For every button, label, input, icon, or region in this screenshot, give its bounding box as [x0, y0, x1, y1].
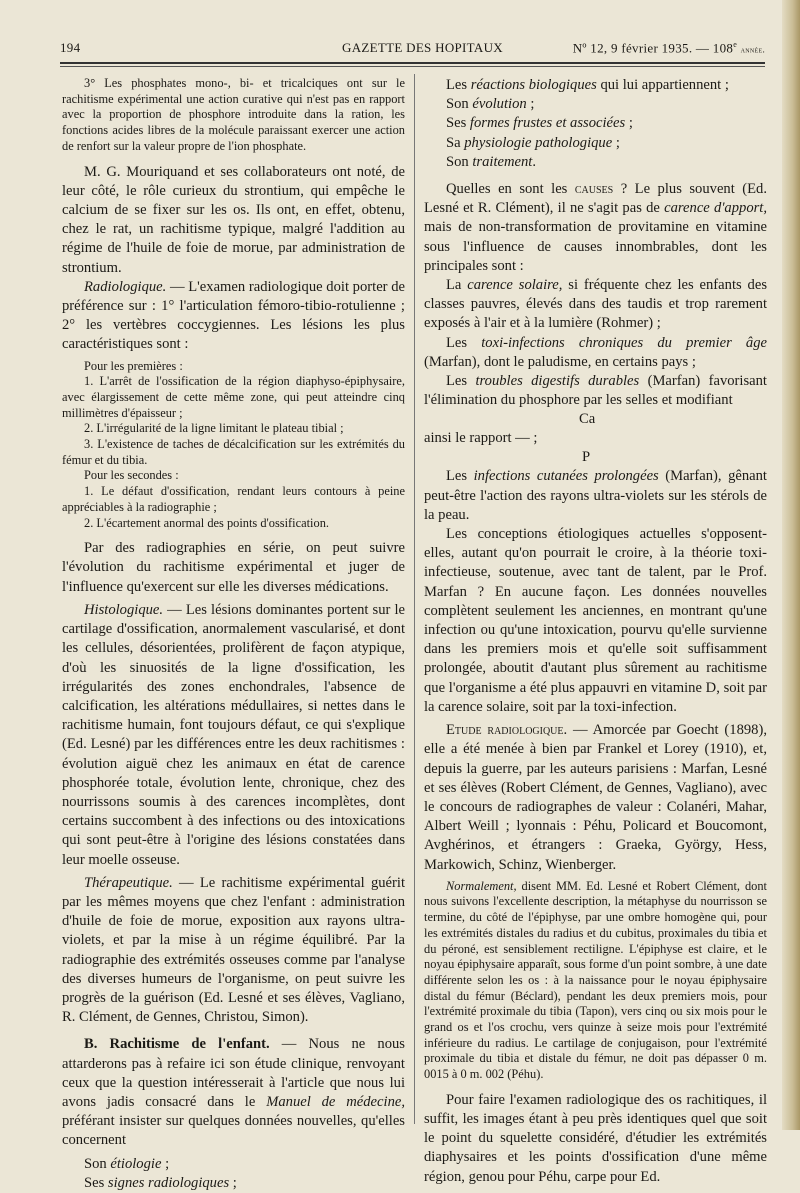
list-suffix: ; — [625, 115, 633, 132]
list-suffix: . — [532, 153, 537, 170]
section-heading-radiologique: Radiologique. — [84, 278, 167, 295]
emphasis: carence solaire, — [467, 277, 563, 294]
paragraph — [424, 180, 767, 276]
paragraph: 1. L'arrêt de l'ossification de la région diaphyso-épiphysaire, avec élargissement de cette même zone, qui peut atteindre cinq millimètres d'épaisseur ; — [62, 374, 405, 420]
ratio-label: ainsi le rapport — ; — [424, 430, 538, 447]
ratio-denominator: P — [582, 449, 591, 466]
page-number: 194 — [60, 40, 81, 55]
page-header — [60, 40, 765, 60]
section-heading-histologique: Histologique. — [84, 601, 164, 618]
list-prefix: Ses — [446, 115, 470, 132]
paragraph — [62, 278, 405, 355]
section-heading-etude-radiologique: Etude radiologique. — [446, 722, 568, 739]
paragraph-text: ? Le plus souvent (Ed. Lesné et R. Clément), il ne s'agit pas de — [424, 181, 767, 217]
issue-year-label: année. — [740, 44, 765, 55]
page-edge-shadow — [782, 0, 800, 1130]
paragraph-text: préférant insister sur quelques données nouvelles, qu'elles concernent — [62, 1113, 405, 1149]
paragraph: M. G. Mouriquand et ses collaborateurs ont noté, de leur côté, le rôle curieux du strontium, qui empêche le calcium de se fixer sur les os. Ils ont, en effet, obtenu, chez le rat, un rachitisme typique, malgré l'addition au régime de l'huile de foie de morue, par administration de strontium. — [62, 163, 405, 276]
book-title: Manuel de médecine, — [266, 1093, 405, 1110]
emphasis: Normalement, — [446, 878, 517, 893]
right-column — [424, 76, 767, 1187]
issue-sup: e — [733, 40, 738, 49]
list-term: traitement — [472, 153, 533, 170]
emphasis: troubles digestifs durables — [475, 373, 640, 390]
paragraph-text: Les — [446, 468, 474, 485]
paragraph — [424, 467, 767, 525]
paragraph: Les conceptions étiologiques actuelles s'opposent-elles, autant qu'on pourrait le croire, à la théorie toxi-infectieuse, soutenue, avec tant de talent, par le Prof. Marfan ? En aucune façon. Les données nouvelles complètent seulement les anciennes, en montrant qu'une infection ou qu'une intoxication, pourvu qu'elle survienne dans les premiers mois et qu'elle soit suffisamment prolongée, aboutit d'autant plus sûrement au rachitisme que l'organisme a été plus appauvri en vitamine D, soit par la carence solaire, soit par la toxi-infection. — [424, 526, 767, 715]
list-suffix: qui lui appartiennent ; — [596, 77, 729, 93]
paragraph: Pour les premières : — [84, 358, 183, 373]
paragraph-text: (Marfan), dont le paludisme, en certains pays ; — [424, 353, 696, 370]
paragraph-text: — Le rachitisme expérimental guérit par les mêmes moyens que chez l'enfant : administration d'huile de foie de morue, exposition aux rayons ultra-violets, et par la mise à un régime équilibré. Par la radiographie des extrémités osseuses comme par l'analyse des diverses humeurs de l'organisme, on peut suivre les progrès de la guérison (Ed. Lesné et ses élèves, Vagliano, R. Clément, de Gennes, Christou, Simon). — [62, 874, 405, 1026]
paragraph: Pour les secondes : — [84, 468, 179, 483]
paragraph — [424, 372, 767, 410]
paragraph-text: disent MM. Ed. Lesné et Robert Clément, dont nous suivons l'excellente description, la métaphyse du nourrisson se termine, du côté de l'épiphyse, par une ombre homogène qui, pour les extrémités distales du radius et du cubitus, proximales du tibia et du péroné, est sensiblement rectiligne. L'épiphyse est claire, et le noyau épiphysaire apparaît, sous forme d'un point sombre, à une date différente selon les os : à la naissance pour le noyau épiphysaire distal du fémur (Béclard), pendant les deux premiers mois, pour l'extrémité proximale du tibia (Tapon), vers cinq ou six mois pour le grand os et l'os crochu, vers quinze à seize mois pour l'extrémité inférieure du radius. Le cartilage de conjugaison, pour l'extrémité proximale du tibia et distale du fémur, ne doit pas dépasser 0 m. 0015 à 0 m. 002 (Péhu). — [424, 878, 767, 1082]
paragraph-text: Quelles en sont les — [446, 181, 575, 198]
left-column — [62, 76, 405, 1193]
issue-info — [573, 40, 765, 56]
ratio-numerator: Ca — [579, 411, 596, 428]
paragraph-text: (Marfan), gênant peut-être l'action des rayons ultra-violets sur les stérols de la peau. — [424, 468, 767, 523]
paragraph — [424, 879, 767, 1083]
list-prefix: Les — [446, 77, 471, 93]
list-suffix: ; — [526, 96, 535, 113]
header-rule — [60, 62, 765, 64]
list-item — [62, 1155, 405, 1174]
paragraph: 2. L'irrégularité de la ligne limitant le plateau tibial ; — [84, 421, 344, 436]
paragraph-text: — L'examen radiologique doit porter de préférence sur : 1° l'articulation fémoro-tibio-rotulienne ; 2° les vertèbres coccygiennes. Les lésions les plus caractéristiques sont : — [62, 278, 405, 353]
section-heading-therapeutique: Thérapeutique. — [84, 874, 173, 891]
paragraph — [62, 874, 405, 1028]
list-term: physiologie pathologique — [464, 134, 613, 151]
list-term: formes frustes et associées — [469, 115, 626, 132]
list-prefix: Son — [446, 153, 473, 170]
issue-date: Nº 12, 9 février 1935. — 108 — [572, 40, 734, 56]
paragraph-text: — Amorcée par Goecht (1898), elle a été menée à bien par Frankel et Lorey (1910), et, depuis la guerre, par les auteurs parisiens : Marfan, Lesné et ses élèves (Robert Clément, de Gennes, Vagliano), avec le concours de radiographes de valeur : Colanéri, Mahar, Albert Weill ; lyonnais : Péhu, Policard et Boucomont, Avghérinos, et étrangers : Graeka, György, Hess, Markowich, Schinz, Wienberger. — [424, 722, 767, 873]
paragraph-text: Les — [446, 373, 476, 390]
list-prefix: Sa — [446, 134, 465, 151]
paragraph-text: si fréquente chez les enfants des classes pauvres, élevés dans des taudis et trop rarement exposés à l'air et à la lumière (Rohmer) ; — [424, 277, 767, 332]
list-suffix: ; — [612, 134, 620, 151]
list-term: évolution — [472, 96, 527, 113]
paragraph: Pour faire l'examen radiologique des os rachitiques, il suffit, les images étant à peu près identiques quel que soit le point du squelette considéré, d'étudier les extrémités diaphysaires et les points d'ossification d'une même région, genou pour Péhu, carpe pour Ed. — [424, 1091, 767, 1185]
ratio-formula — [424, 410, 767, 467]
section-heading-rachitisme-enfant: B. Rachitisme de l'enfant. — [84, 1036, 270, 1053]
column-divider — [414, 74, 415, 1124]
list-prefix: Son — [84, 1155, 111, 1172]
paragraph — [424, 334, 767, 372]
list-item — [424, 153, 767, 172]
keyword-causes: causes — [574, 181, 614, 198]
paragraph-text: Les — [446, 334, 482, 351]
paragraph-text: (Marfan) favorisant l'élimination du phosphore par les selles et modifiant — [424, 373, 767, 409]
list-suffix: ; — [161, 1155, 170, 1172]
paragraph: 2. L'écartement anormal des points d'ossification. — [84, 515, 329, 530]
list-item — [424, 134, 767, 153]
list-prefix: Ses — [84, 1174, 108, 1191]
list-term: étiologie — [110, 1155, 162, 1172]
paragraph — [62, 1035, 405, 1150]
paragraph: 3° Les phosphates mono-, bi- et tricalciques ont sur le rachitisme expérimental une action curative qui n'est pas en rapport avec la proportion de phosphore introduite dans la ration, les fonctions acides libres de la molécule paraissant exercer une action de renfort sur la valeur propre de l'ion phosphate. — [62, 76, 405, 153]
paragraph — [424, 721, 767, 875]
journal-title: GAZETTE DES HOPITAUX — [342, 40, 503, 55]
paragraph-text: — Les lésions dominantes portent sur le cartilage d'ossification, anormalement vascularisé, et dont les cellules, désorientées, prolifèrent de façon atypique, d'où les sinuosités de la ligne d'ossification, les irrégularités des zones enchondrales, l'absence de calcification, les altérations médullaires, si nettes dans le rachitisme humain, font toujours défaut, ce qui s'explique (Ed. Lesné) par les différences entre les deux rachitismes : évolution aiguë chez les animaux en état de carence phosphorée totale, évolution lente, chronique, chez des nourrissons soumis à des carences incomplètes, dont certains succombent à des infections ou des intoxications qui sont peut-être à l'origine des lésions constatées dans leur moelle osseuse. — [62, 601, 405, 868]
paragraph: 3. L'existence de taches de décalcification sur les extrémités du fémur et du tibia. — [62, 437, 405, 467]
list-item — [424, 95, 767, 114]
list-item — [424, 114, 767, 133]
list-item — [62, 1174, 405, 1193]
emphasis: carence d'apport, — [664, 200, 768, 217]
list-suffix: ; — [229, 1174, 237, 1191]
header-rule-thin — [60, 66, 765, 67]
paragraph — [62, 601, 405, 870]
emphasis: toxi-infections chroniques du premier âge — [481, 334, 767, 351]
list-term: signes radiologiques — [107, 1174, 230, 1191]
paragraph: Par des radiographies en série, on peut suivre l'évolution du rachitisme expérimental et juger de l'influence qu'exercent sur elle les diverses médications. — [62, 540, 405, 595]
paragraph: 1. Le défaut d'ossification, rendant leurs contours à peine appréciables à la radiographie ; — [62, 484, 405, 514]
list-item — [424, 76, 767, 95]
list-prefix: Son — [446, 96, 473, 113]
paragraph-text: mais de non-transformation de provitamine en vitamine sous l'influence de causes innombrables, dont les principales sont : — [424, 219, 767, 274]
paragraph-text: La — [446, 277, 468, 294]
paragraph — [424, 276, 767, 334]
paragraph-text: — Nous ne nous attarderons pas à refaire ici son étude clinique, renvoyant ceux que la question intéresserait à l'article que nous lui avons jadis consacré dans le — [62, 1036, 405, 1110]
list-term: réactions biologiques — [470, 77, 597, 93]
emphasis: infections cutanées prolongées — [473, 468, 659, 485]
